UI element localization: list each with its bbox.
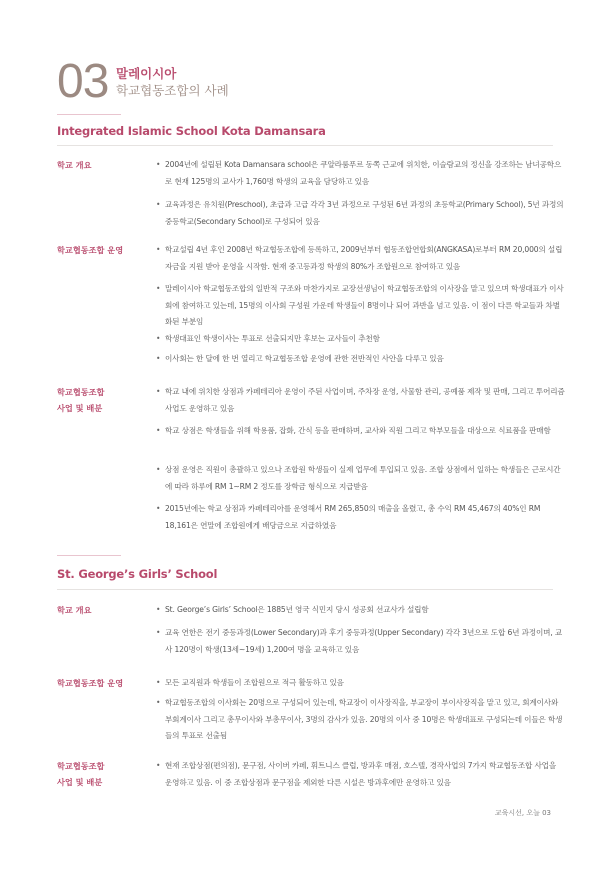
chapter-title: [116, 65, 229, 99]
bullet-item: • 상점 운영은 직원이 총괄하고 있으나 조합원 학생들이 실제 업무에 투입되고 있음. 조합 상점에서 일하는 학생들은 근로시간에 따라 하루에 RM 1~RM 2 정도를 장학금 형식으로 지급받음: [156, 462, 565, 495]
section-title: St. George’s Girls’ School: [57, 567, 218, 581]
chapter-country: 말레이시아: [116, 66, 177, 81]
bullet-item: • 2004년에 설립된 Kota Damansara school은 쿠알라룸푸르 동쪽 근교에 위치한, 이슬람교의 정신을 강조하는 남녀공학으로 현재 125명의 교사가 1,760명 학생의 교육을 담당하고 있음: [156, 157, 565, 190]
bullet-item: • 2015년에는 학교 상점과 카페테리아를 운영해서 RM 265,850의 매출을 올렸고, 총 수익 RM 45,467의 40%인 RM 18,161은 연말에 조합원에게 배당금으로 지급하였음: [156, 501, 565, 534]
block-label: 학교협동조합 운영: [57, 678, 124, 688]
block-label: 학교협동조합 사업 및 배분: [57, 761, 105, 787]
bullet-item: • 교육 연한은 전기 중등과정(Lower Secondary)과 후기 중등과정(Upper Secondary) 각각 3년으로 도합 6년 과정이며, 교사 120명이 학생(13세~19세) 1,200여 명을 교육하고 있음: [156, 625, 565, 658]
section-divider: [57, 145, 553, 146]
block-label: 학교 개요: [57, 160, 92, 170]
bullet-item: • 학교협동조합의 이사회는 20명으로 구성되어 있는데, 학교장이 이사장직을, 부교장이 부이사장직을 맡고 있고, 회계이사와 부회계이사 그리고 총무이사와 부총무이사, 3명의 감사가 있음. 20명의 이사 중 10명은 학생대표로 구성되는데 이들은 학생들의 투표로 선출됨: [156, 695, 565, 745]
block-label: 학교협동조합 운영: [57, 245, 124, 255]
section-accent-rule: [57, 114, 121, 115]
page-footer: 교육시선, 오늘 03: [494, 809, 551, 817]
bullet-item: • 학생대표인 학생이사는 투표로 선출되지만 후보는 교사들이 추천함: [156, 331, 565, 348]
bullet-item: • 학교 내에 위치한 상점과 카페테리아 운영이 주된 사업이며, 주차장 운영, 사물함 관리, 공예품 제작 및 판매, 그리고 투어리즘 사업도 운영하고 있음: [156, 384, 565, 417]
bullet-item: • 교육과정은 유치원(Preschool), 초급과 고급 각각 3년 과정으로 구성된 6년 과정의 초등학교(Primary School), 5년 과정의 중등학교(Secondary School)로 구성되어 있음: [156, 197, 565, 230]
chapter-subtitle: 학교협동조합의 사례: [116, 83, 229, 98]
bullet-item: • 학교설립 4년 후인 2008년 학교협동조합에 등록하고, 2009년부터 협동조합연합회(ANGKASA)로부터 RM 20,000의 설립자금을 지원 받아 운영을 시작함. 현재 중고등과정 학생의 80%가 조합원으로 참여하고 있음: [156, 242, 565, 275]
section-title: Integrated Islamic School Kota Damansara: [57, 124, 326, 138]
bullet-item: • 말레이시아 학교협동조합의 일반적 구조와 마찬가지로 교장선생님이 학교협동조합의 이사장을 맡고 있으며 학생대표가 이사회에 참여하고 있는데, 15명의 이사회 구성원 가운데 학생들이 8명이나 되어 과반을 넘고 있음. 이 점이 다른 학교들과 차별화된 부분임: [156, 281, 565, 331]
bullet-item: • 학교 상점은 학생들을 위해 학용품, 잡화, 간식 등을 판매하며, 교사와 직원 그리고 학부모들을 대상으로 식료품을 판매함: [156, 423, 565, 440]
block-label: 학교협동조합 사업 및 배분: [57, 387, 105, 413]
section-accent-rule: [57, 555, 121, 556]
block-label: 학교 개요: [57, 605, 92, 615]
bullet-item: • St. George’s Girls’ School은 1885년 영국 식민지 당시 성공회 선교사가 설립함: [156, 602, 565, 619]
bullet-item: • 이사회는 한 달에 한 번 열리고 학교협동조합 운영에 관한 전반적인 사안을 다루고 있음: [156, 351, 565, 368]
bullet-item: • 현재 조합상점(편의점), 문구점, 사이버 카페, 휘트니스 클럽, 방과후 매점, 호스텔, 경작사업의 7가지 학교협동조합 사업을 운영하고 있음. 이 중 조합상점과 문구점을 제외한 다른 시설은 방과후에만 운영하고 있음: [156, 758, 565, 791]
chapter-number: 03: [57, 55, 109, 108]
bullet-item: • 모든 교직원과 학생들이 조합원으로 적극 활동하고 있음: [156, 675, 565, 692]
section-divider: [57, 589, 553, 590]
